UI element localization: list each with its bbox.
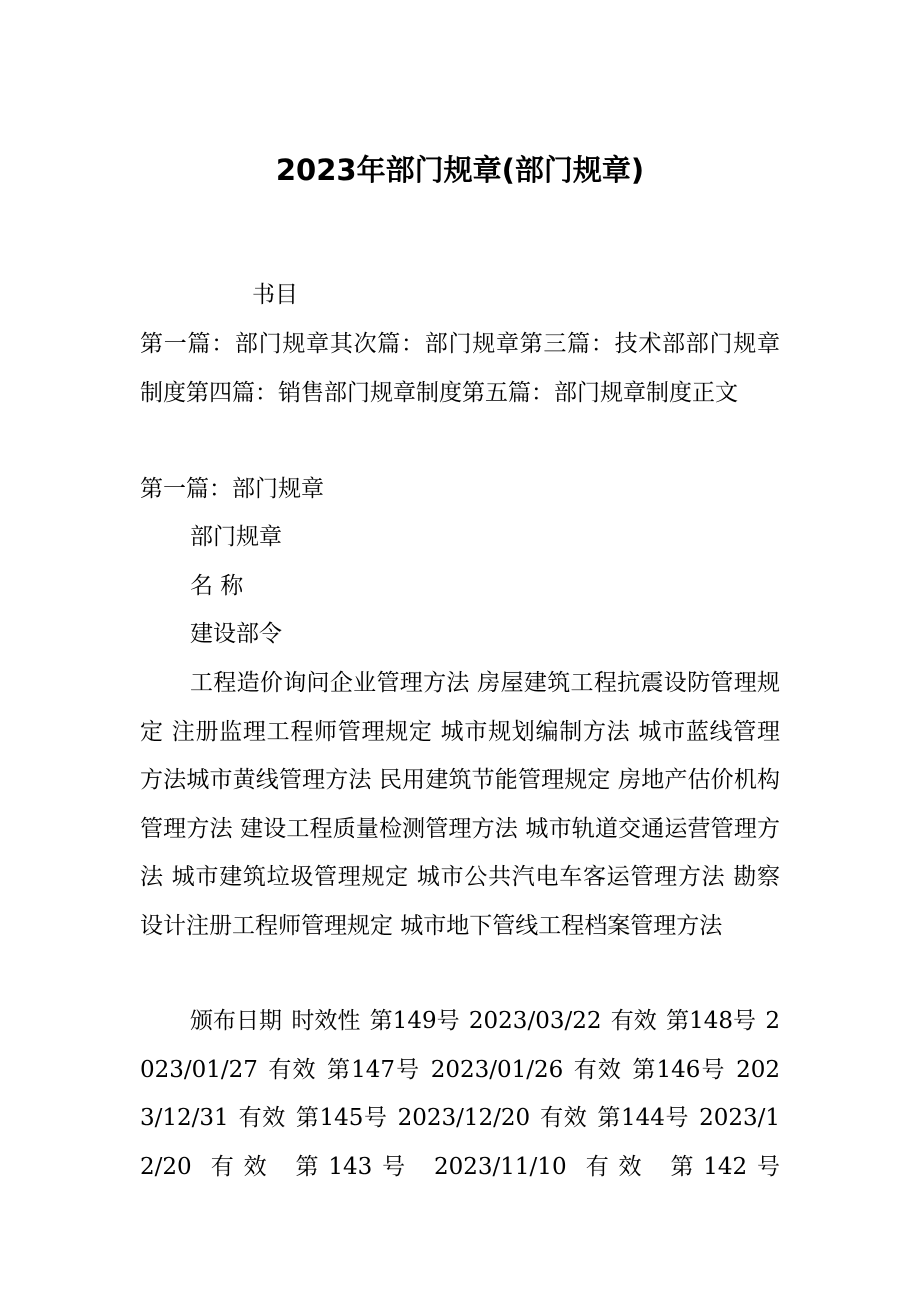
section-heading: 第一篇：部门规章 (140, 476, 324, 502)
dates-validity-paragraph: 颁布日期 时效性 第149号 2023/03/22 有效 第148号 2023/01/27 有效 第147号 2023/01/26 有效 第146号 2023/12/31 有效 第145号 2023/12/20 有效 第144号 2023/12/20 有效 第143号 2023/11/10 有效 第142号 (140, 1008, 780, 1180)
toc-text: 第一篇：部门规章其次篇：部门规章第三篇：技术部部门规章制度第四篇：销售部门规章制度第五篇：部门规章制度正文 (140, 331, 780, 406)
regulation-list-paragraph: 工程造价询问企业管理方法 房屋建筑工程抗震设防管理规定 注册监理工程师管理规定 城市规划编制方法 城市蓝线管理方法城市黄线管理方法 民用建筑节能管理规定 房地产估价机构管理方法 建设工程质量检测管理方法 城市轨道交通运营管理方法 城市建筑垃圾管理规定 城市公共汽电车客运管理方法 勘察设计注册工程师管理规定 城市地下管线工程档案管理方法 (140, 670, 780, 939)
toc-label: 书目 (252, 282, 298, 308)
document-title: 2023年部门规章(部门规章) (275, 153, 645, 187)
regulation-heading: 部门规章 (190, 524, 282, 550)
name-label: 名 称 (190, 573, 244, 599)
ministry-order-label: 建设部令 (190, 621, 282, 647)
